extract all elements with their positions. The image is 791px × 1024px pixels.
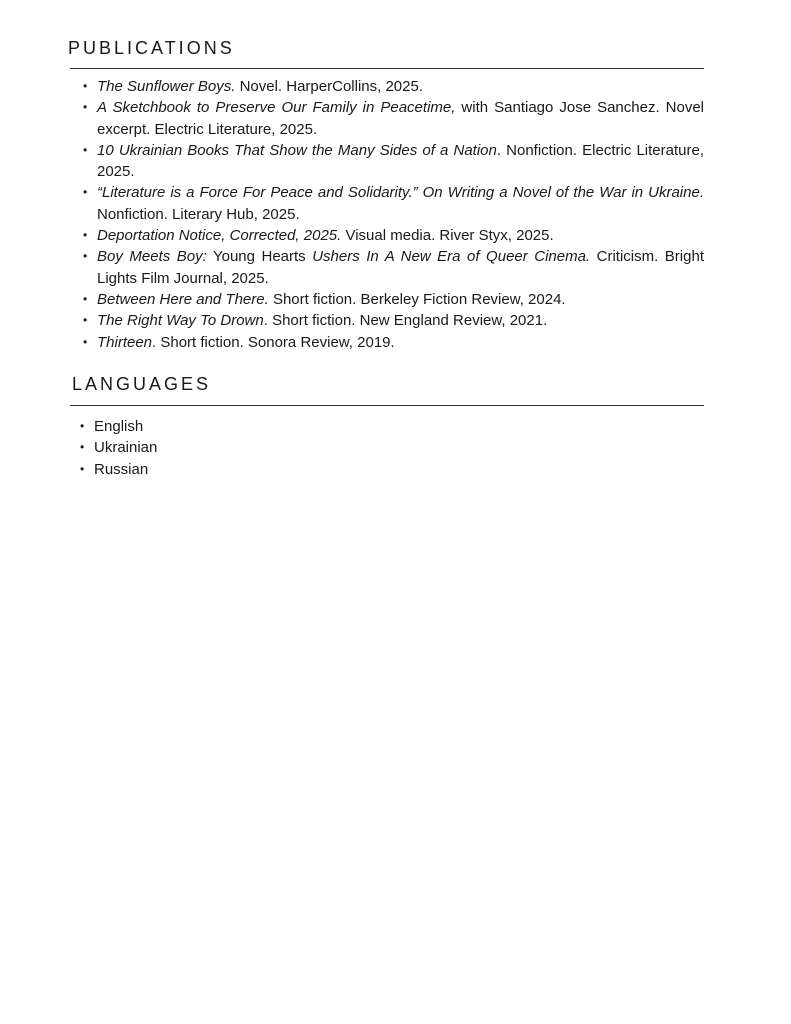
language-label: English bbox=[94, 418, 144, 435]
publications-divider bbox=[70, 68, 704, 69]
language-item bbox=[80, 459, 394, 480]
publications-heading: PUBLICATIONS bbox=[68, 38, 235, 58]
language-item bbox=[80, 416, 394, 437]
bullet-icon: • bbox=[83, 142, 88, 157]
publication-title: Deportation Notice, Corrected, 2025. bbox=[97, 227, 342, 245]
languages-list bbox=[80, 416, 394, 480]
publication-item bbox=[83, 332, 704, 353]
publication-title: The Sunflower Boys. bbox=[97, 78, 236, 95]
publication-title: “Literature is a Force For Peace and Solidarity.” On Writing a Novel of the War in Ukraine. bbox=[97, 184, 704, 202]
bullet-icon: • bbox=[83, 249, 88, 264]
publication-details: Short fiction. Berkeley Fiction Review, 2024. bbox=[268, 290, 566, 308]
languages-heading: LANGUAGES bbox=[72, 374, 212, 394]
publication-item bbox=[83, 76, 704, 97]
bullet-icon: • bbox=[83, 100, 88, 115]
publication-item bbox=[83, 182, 704, 225]
publication-details: . Short fiction. New England Review, 2021. bbox=[263, 312, 548, 330]
language-label: Russian bbox=[94, 460, 149, 478]
publication-title: Boy Meets Boy: bbox=[97, 248, 207, 266]
bullet-icon: • bbox=[83, 313, 88, 328]
publication-details: Visual media. River Styx, 2025. bbox=[341, 227, 554, 245]
publication-item bbox=[83, 97, 704, 140]
publication-item bbox=[83, 289, 704, 310]
publication-item bbox=[83, 246, 704, 289]
bullet-icon: • bbox=[83, 185, 88, 200]
publication-subtitle-plain: Young Hearts bbox=[206, 248, 313, 266]
publication-details: Criticism. Bright Lights Film Journal, 2025. bbox=[97, 248, 704, 287]
bullet-icon: • bbox=[80, 440, 85, 455]
languages-divider bbox=[70, 405, 704, 406]
publication-details: Nonfiction. Literary Hub, 2025. bbox=[97, 205, 300, 223]
bullet-icon: • bbox=[83, 228, 88, 243]
publication-title-continued: Ushers In A New Era of Queer Cinema. bbox=[312, 248, 591, 266]
bullet-icon: • bbox=[80, 461, 85, 476]
language-item bbox=[80, 437, 394, 458]
publication-title: A Sketchbook to Preserve Our Family in Peacetime, bbox=[97, 99, 456, 117]
bullet-icon: • bbox=[83, 291, 88, 306]
publication-title: Thirteen bbox=[97, 333, 153, 351]
publication-title: The Right Way To Drown bbox=[97, 312, 264, 330]
publication-title: 10 Ukrainian Books That Show the Many Sides of a Nation bbox=[97, 141, 497, 159]
publication-title: Between Here and There. bbox=[97, 290, 269, 308]
publication-details: Novel. HarperCollins, 2025. bbox=[235, 78, 423, 95]
publication-item bbox=[83, 140, 704, 183]
bullet-icon: • bbox=[83, 79, 88, 93]
publication-details: . Nonfiction. Electric Literature, 2025. bbox=[97, 141, 704, 181]
publication-item bbox=[83, 225, 704, 246]
bullet-icon: • bbox=[83, 334, 88, 349]
publication-item bbox=[83, 310, 704, 331]
publication-details: with Santiago Jose Sanchez. Novel excerpt. Electric Literature, 2025. bbox=[97, 99, 704, 138]
language-label: Ukrainian bbox=[94, 439, 158, 457]
bullet-icon: • bbox=[80, 419, 85, 433]
publications-list bbox=[83, 76, 704, 353]
publication-details: . Short fiction. Sonora Review, 2019. bbox=[152, 333, 395, 351]
